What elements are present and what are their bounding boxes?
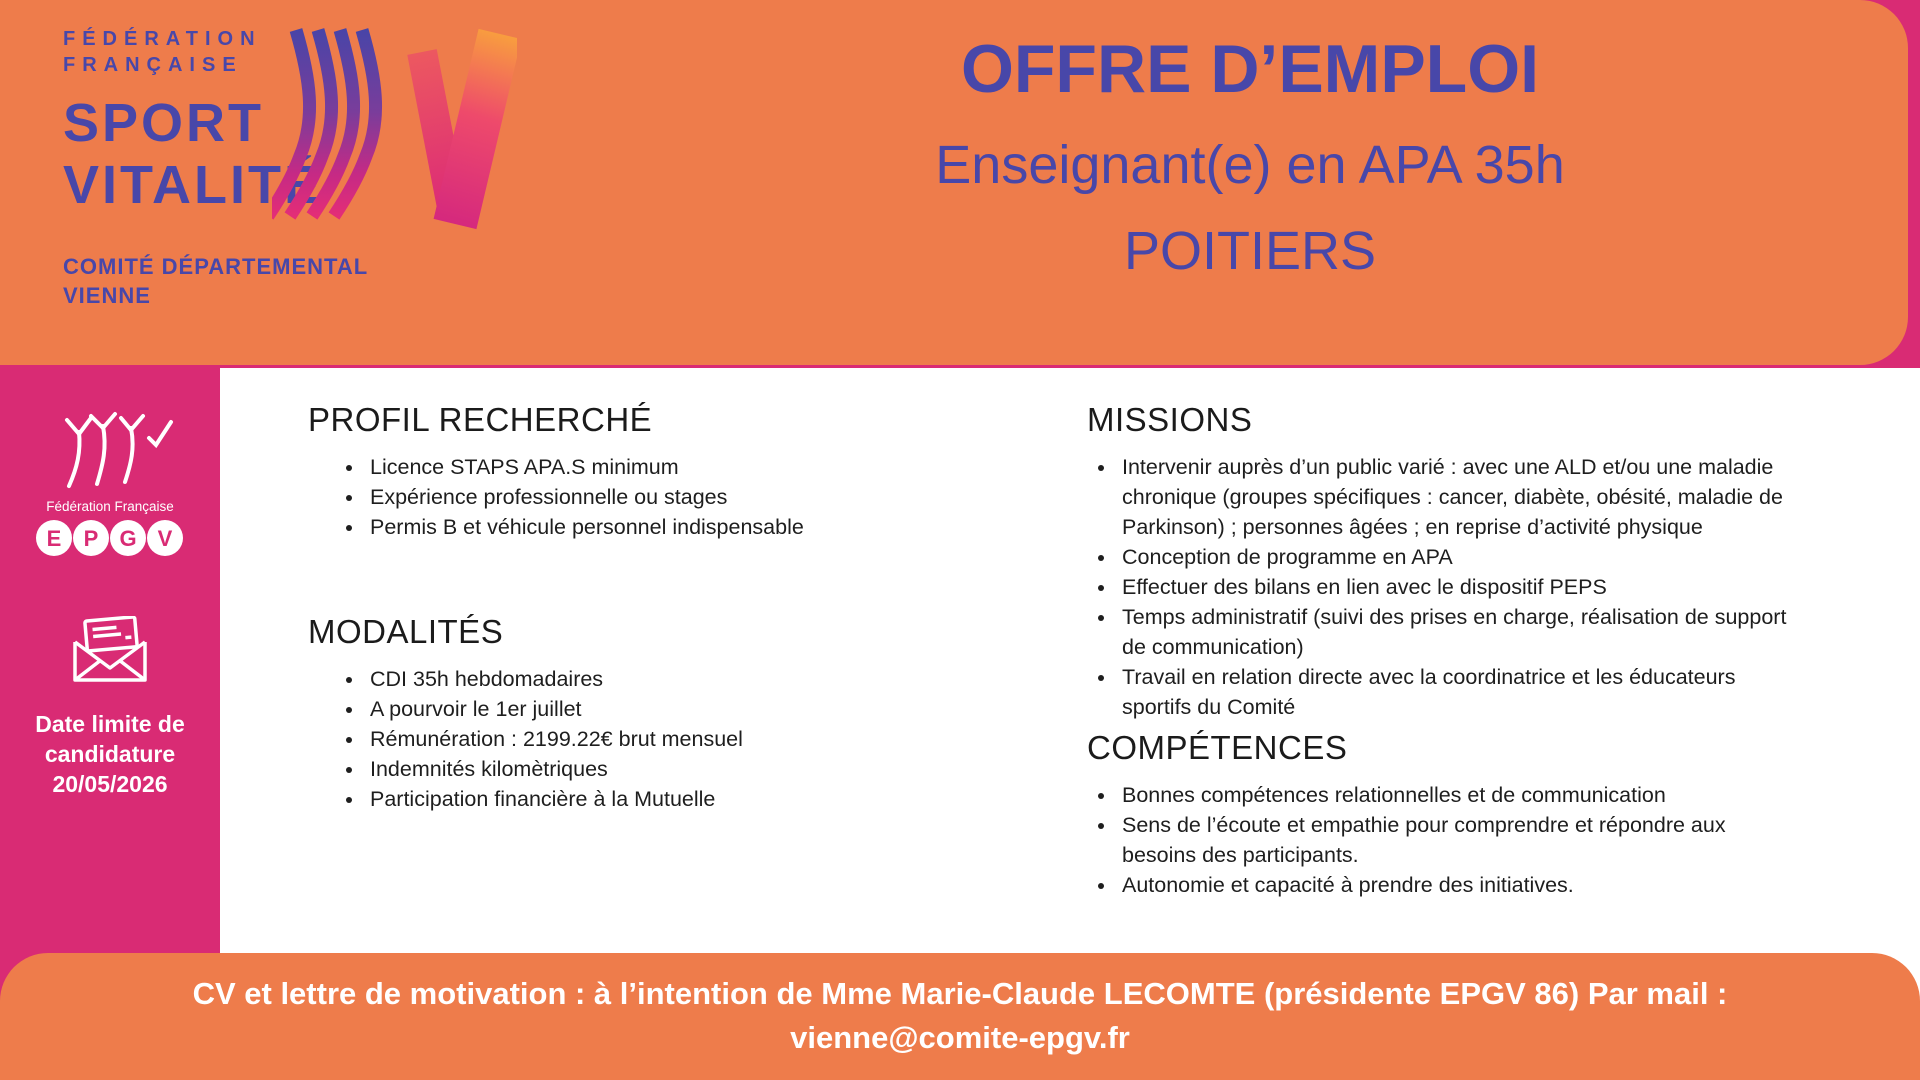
svg-text:E: E	[46, 526, 62, 551]
org-federation-line2: FRANÇAISE	[63, 54, 243, 76]
epgv-figures-icon	[45, 410, 175, 490]
list-item: • Temps administratif (suivi des prises en charge, réalisation de support de communication)	[1117, 602, 1802, 662]
envelope-block	[0, 616, 220, 689]
job-subtitle: Enseignant(e) en APA 35h	[935, 135, 1565, 195]
profil-list	[308, 452, 873, 542]
competences-title: COMPÉTENCES	[1087, 729, 1348, 766]
org-federation-line1: FÉDÉRATION	[63, 28, 262, 50]
deadline-line3: 20/05/2026	[52, 771, 168, 797]
deadline-text	[0, 709, 220, 799]
list-item: • A pourvoir le 1er juillet	[365, 694, 873, 724]
org-brand-line2: VITALITÉ	[63, 155, 323, 215]
list-item: • Conception de programme en APA	[1117, 542, 1802, 572]
page-title: OFFRE D’EMPLOI	[961, 31, 1539, 107]
footer-bar	[0, 953, 1920, 1080]
missions-list	[1087, 452, 1802, 722]
footer-contact-line1: CV et lettre de motivation : à l’intention de Mme Marie-Claude LECOMTE (présidente EPGV 86) Par mail :	[192, 976, 1728, 1011]
list-item: • CDI 35h hebdomadaires	[365, 664, 873, 694]
list-item: • Intervenir auprès d’un public varié : avec une ALD et/ou une maladie chronique (groupes spécifiques : cancer, diabète, obésité, maladie de Parkinson) ; personnes âgées ; en reprise d’activité physique	[1117, 452, 1802, 542]
footer-contact-email: vienne@comite-epgv.fr	[790, 1020, 1130, 1055]
sport-vitalite-swoosh-icon	[272, 26, 517, 238]
list-item: • Expérience professionnelle ou stages	[365, 482, 873, 512]
org-brand-line1: SPORT	[63, 93, 265, 153]
job-location: POITIERS	[1123, 221, 1377, 281]
org-committee-line1: COMITÉ DÉPARTEMENTAL	[63, 254, 369, 279]
epgv-small-text: Fédération Française	[46, 499, 174, 514]
list-item: • Autonomie et capacité à prendre des initiatives.	[1117, 870, 1802, 900]
right-column	[1087, 400, 1802, 900]
list-item: • Rémunération : 2199.22€ brut mensuel	[365, 724, 873, 754]
org-committee-line2: VIENNE	[63, 283, 151, 308]
profil-title: PROFIL RECHERCHÉ	[308, 401, 653, 438]
footer-contact	[0, 953, 1920, 1060]
left-column	[308, 400, 873, 814]
list-item: • Participation financière à la Mutuelle	[365, 784, 873, 814]
list-item: • Effectuer des bilans en lien avec le dispositif PEPS	[1117, 572, 1802, 602]
deadline-line2: candidature	[44, 741, 176, 767]
svg-text:P: P	[83, 526, 99, 551]
list-item: • Licence STAPS APA.S minimum	[365, 452, 873, 482]
deadline-line1: Date limite de	[35, 711, 185, 737]
list-item: • Permis B et véhicule personnel indispensable	[365, 512, 873, 542]
title-block	[860, 0, 1640, 281]
missions-title: MISSIONS	[1087, 401, 1253, 438]
list-item: • Travail en relation directe avec la coordinatrice et les éducateurs sportifs du Comité	[1117, 662, 1802, 722]
envelope-icon	[67, 616, 153, 684]
list-item: • Indemnités kilomètriques	[365, 754, 873, 784]
modalites-title: MODALITÉS	[308, 613, 504, 650]
list-item: • Sens de l’écoute et empathie pour comprendre et répondre aux besoins des participants.	[1117, 810, 1802, 870]
epgv-letters-icon	[35, 519, 185, 557]
svg-text:V: V	[157, 526, 173, 551]
list-item: • Bonnes compétences relationnelles et de communication	[1117, 780, 1802, 810]
epgv-logo	[0, 410, 220, 562]
competences-list	[1087, 780, 1802, 900]
svg-text:G: G	[119, 526, 137, 551]
modalites-list	[308, 664, 873, 814]
